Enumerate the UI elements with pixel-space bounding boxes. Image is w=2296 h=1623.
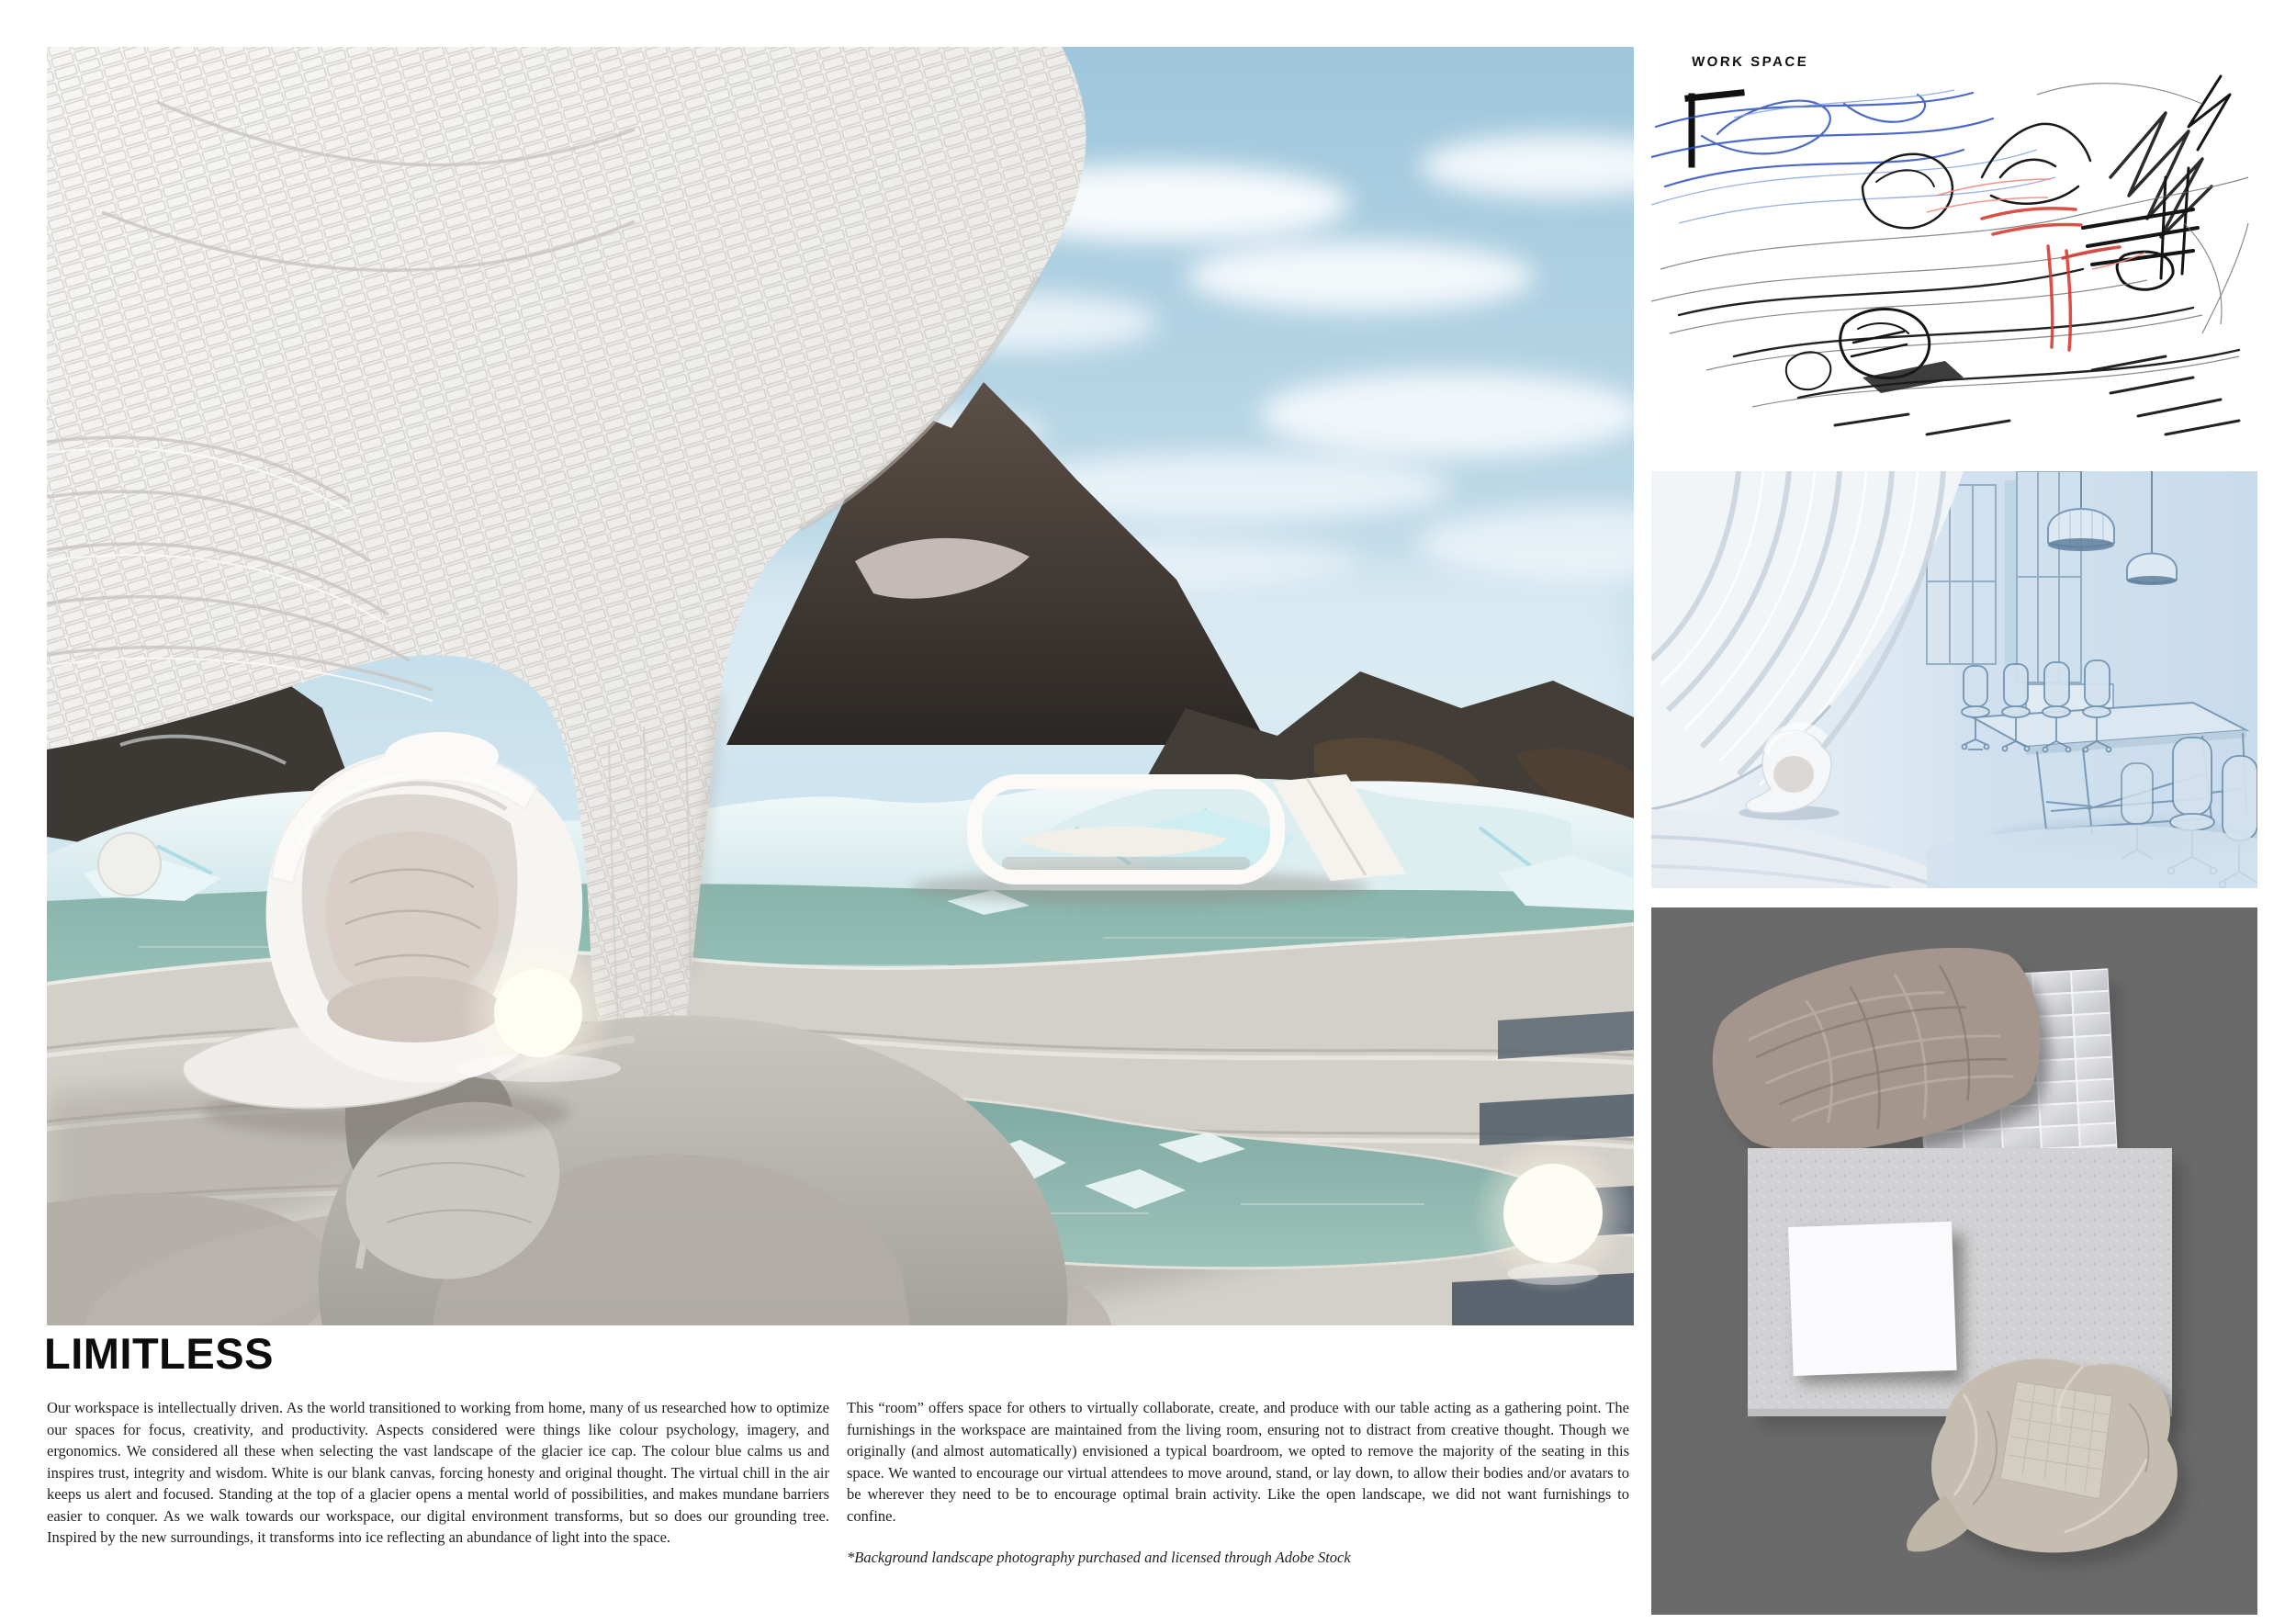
moodboard-graphic [1651, 907, 2257, 1615]
body-paragraph-2: This “room” offers space for others to virtually collaborate, create, and produce with our table acting as a gathering point. The furnishings in the workspace are maintained from the living room, ensuring not to distract from creative thought. Though we originally (and almost automatically) envisioned a typical boardroom, we opted to remove the majority of the seating in this space. We wanted to encourage our virtual attendees to move around, stand, or lay down, to allow their bodies and/or avatars to be wherever they need to be to encourage optimal brain activity. Like the open landscape, we did not want furnishings to confine. [847, 1399, 1629, 1525]
page-title: LIMITLESS [44, 1329, 274, 1378]
photo-credit-footnote: *Background landscape photography purchased and licensed through Adobe Stock [847, 1549, 1351, 1566]
boardroom-graphic [1651, 471, 2257, 888]
glow-sphere-pool [1503, 1164, 1603, 1263]
workspace-sketch-image [1651, 39, 2257, 462]
sketch-graphic [1651, 39, 2257, 462]
sketch-title: WORK SPACE [1691, 54, 1809, 70]
main-glacier-workspace-image [47, 47, 1634, 1325]
white-tile-swatch [1788, 1222, 1964, 1383]
main-render-graphic [47, 47, 1634, 1325]
sphere-lamp-matte [98, 833, 161, 896]
body-paragraph-1: Our workspace is intellectually driven. As the world transitioned to working from home, many of us researched how to optimize our spaces for focus, creativity, and productivity. Aspects considered were things like colour psychology, imagery, and ergonomics. We considered all these when selecting the vast landscape of the glacier ice cap. The colour blue calms us and inspires trust, integrity and wisdom. White is our blank canvas, forcing honesty and original thought. The virtual chill in the air keeps us alert and focused. Standing at the top of a glacier opens a mental world of possibilities, and makes mundane barriers easier to conquer. As we walk towards our workspace, our digital environment transforms, but so does our grounding tree. Inspired by the new surroundings, it transforms into ice reflecting an abundance of light into the space. [47, 1399, 829, 1546]
body-column-1 [47, 1397, 829, 1549]
body-column-2 [847, 1397, 1629, 1569]
material-moodboard-image [1651, 907, 2257, 1615]
glow-sphere-lamp [494, 969, 582, 1057]
boardroom-render-image [1651, 471, 2257, 888]
